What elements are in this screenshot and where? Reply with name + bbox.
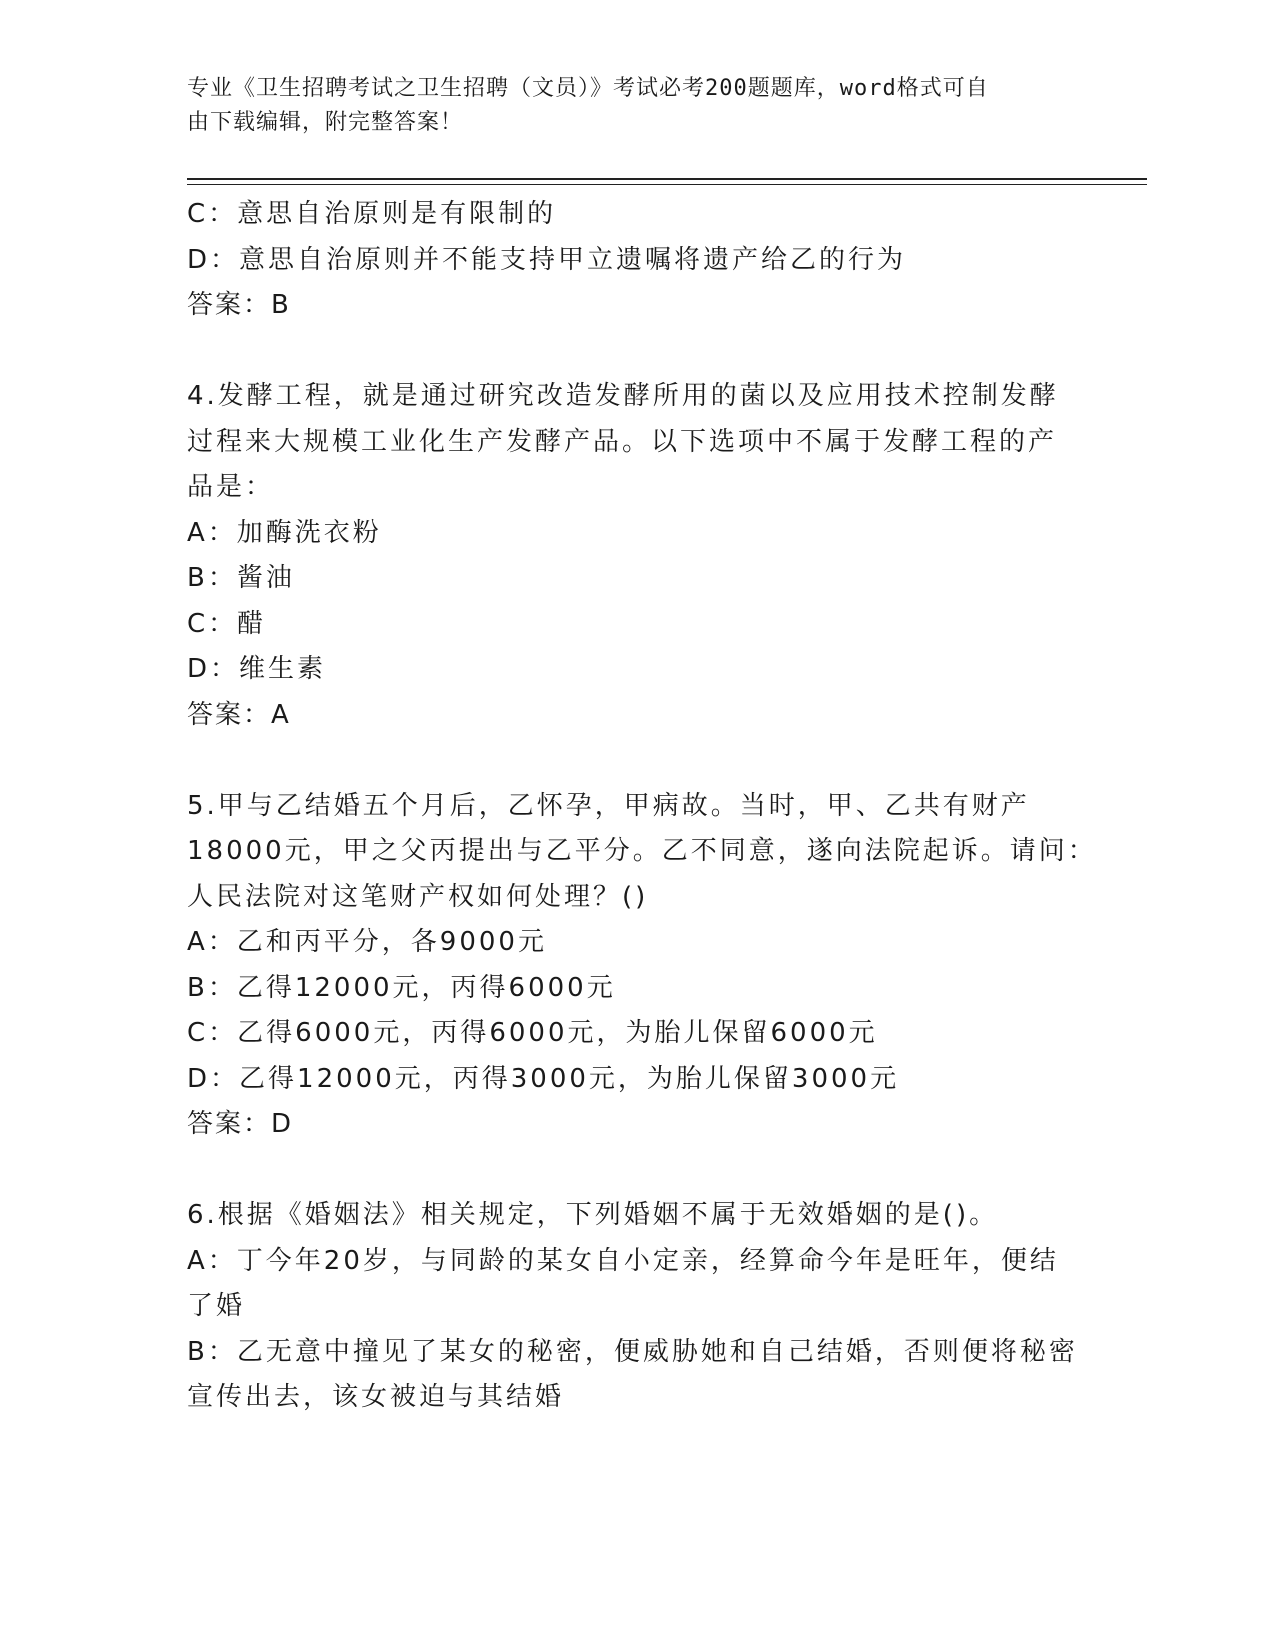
question-stem-line: 人民法院对这笔财产权如何处理？() (187, 881, 649, 912)
question-list (187, 192, 1097, 1421)
option-a: A：加酶洗衣粉 (187, 517, 382, 548)
answer-line: 答案：A (187, 699, 291, 730)
header-divider-thick (187, 178, 1147, 180)
document-header (187, 72, 1067, 140)
spacer (187, 738, 1087, 784)
option-d: D：意思自治原则并不能支持甲立遗嘱将遗产给乙的行为 (187, 244, 907, 275)
spacer (187, 329, 1087, 375)
option-d: D：乙得12000元，丙得3000元，为胎儿保留3000元 (187, 1063, 900, 1094)
question-5 (187, 784, 1097, 1148)
option-a-continued: 了婚 (187, 1291, 246, 1321)
answer-line: 答案：B (187, 290, 291, 320)
spacer (187, 1148, 1087, 1194)
option-a: A：乙和丙平分，各9000元 (187, 927, 547, 957)
option-d: D：维生素 (187, 654, 327, 684)
option-c: C：意思自治原则是有限制的 (187, 199, 557, 229)
option-b: B：乙得12000元，丙得6000元 (187, 972, 616, 1003)
question-4 (187, 374, 1087, 738)
option-b: B：乙无意中撞见了某女的秘密，便威胁她和自己结婚，否则便将秘密 (187, 1336, 1078, 1367)
header-divider-thin (187, 184, 1147, 185)
question-stem-line: 4.发酵工程，就是通过研究改造发酵所用的菌以及应用技术控制发酵 (187, 381, 1059, 411)
option-a: A：丁今年20岁，与同龄的某女自小定亲，经算命今年是旺年，便结 (187, 1245, 1059, 1276)
question-stem-line: 5.甲与乙结婚五个月后，乙怀孕，甲病故。当时，甲、乙共有财产 (187, 790, 1030, 821)
question-6 (187, 1193, 1087, 1421)
option-b-continued: 宣传出去，该女被迫与其结婚 (187, 1382, 565, 1412)
question-stem-line: 6.根据《婚姻法》相关规定，下列婚姻不属于无效婚姻的是()。 (187, 1200, 999, 1230)
question-stem-line: 过程来大规模工业化生产发酵产品。以下选项中不属于发酵工程的产 (187, 426, 1058, 457)
answer-line: 答案：D (187, 1109, 294, 1139)
header-line-2: 由下载编辑，附完整答案！ (187, 110, 464, 135)
question-stem-line: 品是： (187, 472, 275, 502)
option-c: C：醋 (187, 608, 267, 639)
question-stem-line: 18000元，甲之父丙提出与乙平分。乙不同意，遂向法院起诉。请问： (187, 836, 1097, 866)
option-c: C：乙得6000元，丙得6000元，为胎儿保留6000元 (187, 1018, 878, 1048)
option-b: B：酱油 (187, 563, 295, 593)
header-line-1: 专业《卫生招聘考试之卫生招聘（文员）》考试必考200题题库，word格式可自 (187, 76, 989, 101)
